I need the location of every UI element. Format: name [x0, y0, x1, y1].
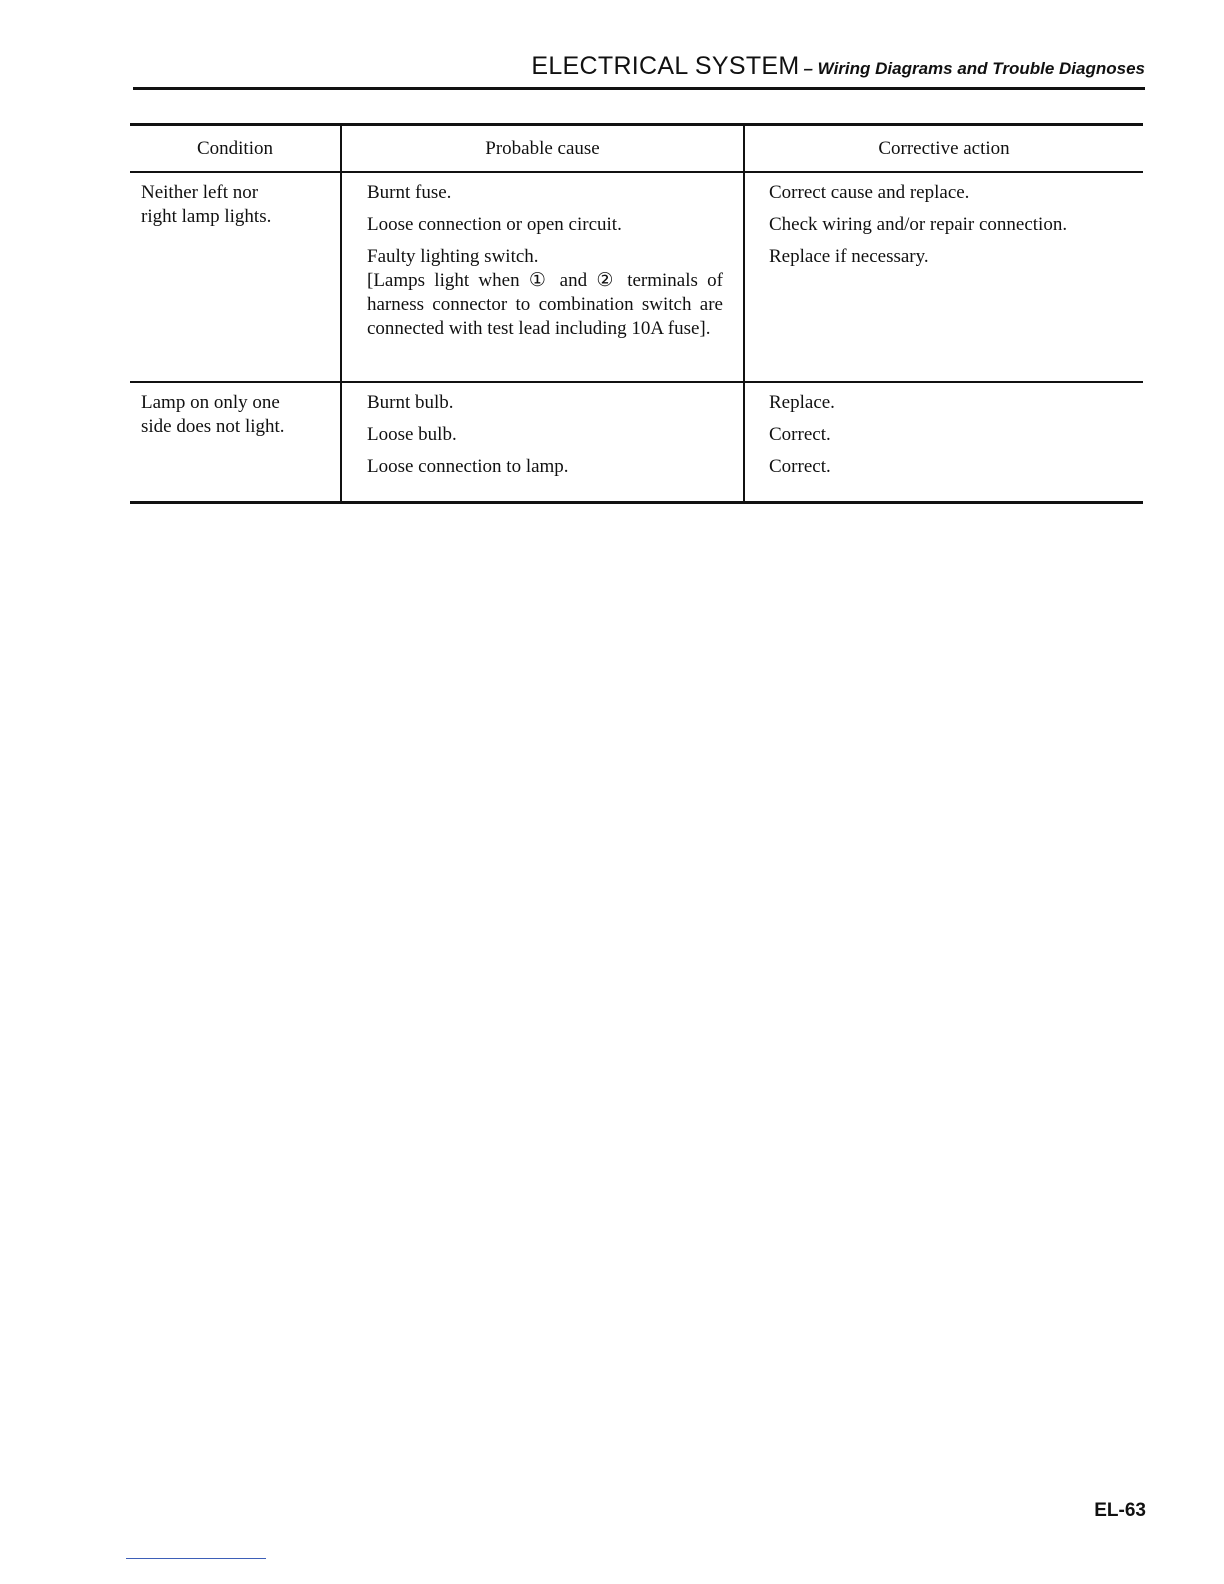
- diagnosis-table: [130, 123, 1143, 504]
- action-item: Replace if necessary.: [769, 246, 929, 267]
- action-item: Correct.: [769, 424, 831, 445]
- corrective-action-cell: [744, 172, 1143, 382]
- header-title: ELECTRICAL SYSTEM: [531, 52, 800, 80]
- column-header-corrective-action: Corrective action: [744, 125, 1143, 173]
- corrective-action-cell: [744, 382, 1143, 503]
- page-number: EL-63: [1094, 1500, 1146, 1521]
- cause-item: Loose connection to lamp.: [367, 456, 569, 477]
- probable-cause-cell: [341, 172, 744, 382]
- header-subtitle: – Wiring Diagrams and Trouble Diagnoses: [803, 59, 1145, 78]
- table-row: [130, 382, 1143, 503]
- table-header-row: [130, 125, 1143, 173]
- footer-rule: [126, 1558, 266, 1559]
- cause-note: [Lamps light when ① and ② terminals of harness connector to combination switch are connected with test lead including 10A fuse].: [367, 270, 723, 339]
- cause-item: Loose bulb.: [367, 424, 457, 445]
- action-item: Correct cause and replace.: [769, 182, 970, 203]
- action-item: Check wiring and/or repair connection.: [769, 214, 1068, 235]
- column-header-probable-cause: Probable cause: [341, 125, 744, 173]
- condition-cell: [130, 172, 341, 382]
- cause-item: Faulty lighting switch.: [367, 246, 539, 267]
- cause-item: Burnt fuse.: [367, 182, 452, 203]
- action-item: Correct.: [769, 456, 831, 477]
- action-item: Replace.: [769, 392, 835, 413]
- condition-line: Lamp on only one: [141, 392, 280, 413]
- condition-line: side does not light.: [141, 416, 285, 437]
- condition-line: Neither left nor: [141, 182, 259, 203]
- column-header-condition: Condition: [130, 125, 341, 173]
- cause-item: Burnt bulb.: [367, 392, 454, 413]
- page-header: [133, 52, 1145, 86]
- condition-line: right lamp lights.: [141, 206, 272, 227]
- header-rule: [133, 87, 1145, 90]
- probable-cause-cell: [341, 382, 744, 503]
- condition-cell: [130, 382, 341, 503]
- cause-item: Loose connection or open circuit.: [367, 214, 622, 235]
- table-row: [130, 172, 1143, 382]
